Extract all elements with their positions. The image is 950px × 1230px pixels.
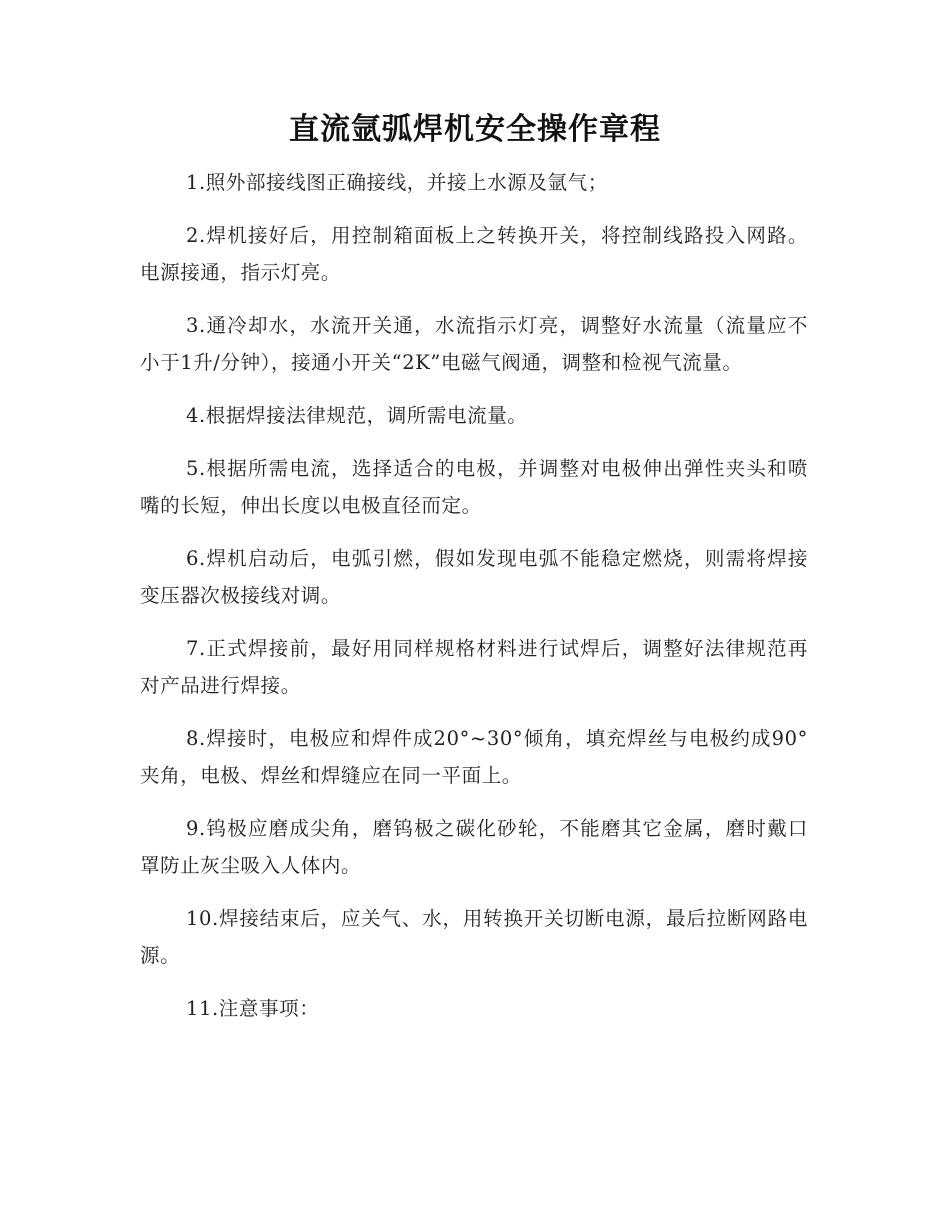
paragraph-4: 4.根据焊接法律规范，调所需电流量。 [186, 404, 528, 427]
paragraph-5: 5.根据所需电流，选择适合的电极，并调整对电极伸出弹性夹头和喷嘴的长短，伸出长度以电极直径而定。 [140, 457, 808, 517]
paragraph-6: 6.焊机启动后，电弧引燃，假如发现电弧不能稳定燃烧，则需将焊接变压器次极接线对调。 [140, 547, 808, 607]
paragraph-2: 2.焊机接好后，用控制箱面板上之转换开关，将控制线路投入网路。电源接通，指示灯亮。 [140, 224, 808, 284]
paragraph-8: 8.焊接时，电极应和焊件成20°~30°倾角，填充焊丝与电极约成90°夹角，电极、焊丝和焊缝应在同一平面上。 [140, 727, 808, 787]
paragraph-11: 11.注意事项： [186, 997, 320, 1020]
paragraph-1: 1.照外部接线图正确接线，并接上水源及氩气； [186, 171, 608, 194]
document-body [140, 164, 808, 1043]
paragraph-10: 10.焊接结束后，应关气、水，用转换开关切断电源，最后拉断网路电源。 [140, 907, 808, 967]
paragraph-9: 9.钨极应磨成尖角，磨钨极之碳化砂轮，不能磨其它金属，磨时戴口罩防止灰尘吸入人体内。 [140, 817, 808, 877]
paragraph-7: 7.正式焊接前，最好用同样规格材料进行试焊后，调整好法律规范再对产品进行焊接。 [140, 637, 808, 697]
document-title: 直流氩弧焊机安全操作章程 [289, 112, 661, 147]
paragraph-3: 3.通冷却水，水流开关通，水流指示灯亮，调整好水流量（流量应不小于1升/分钟），接通小开关“2K”电磁气阀通，调整和检视气流量。 [140, 314, 808, 374]
